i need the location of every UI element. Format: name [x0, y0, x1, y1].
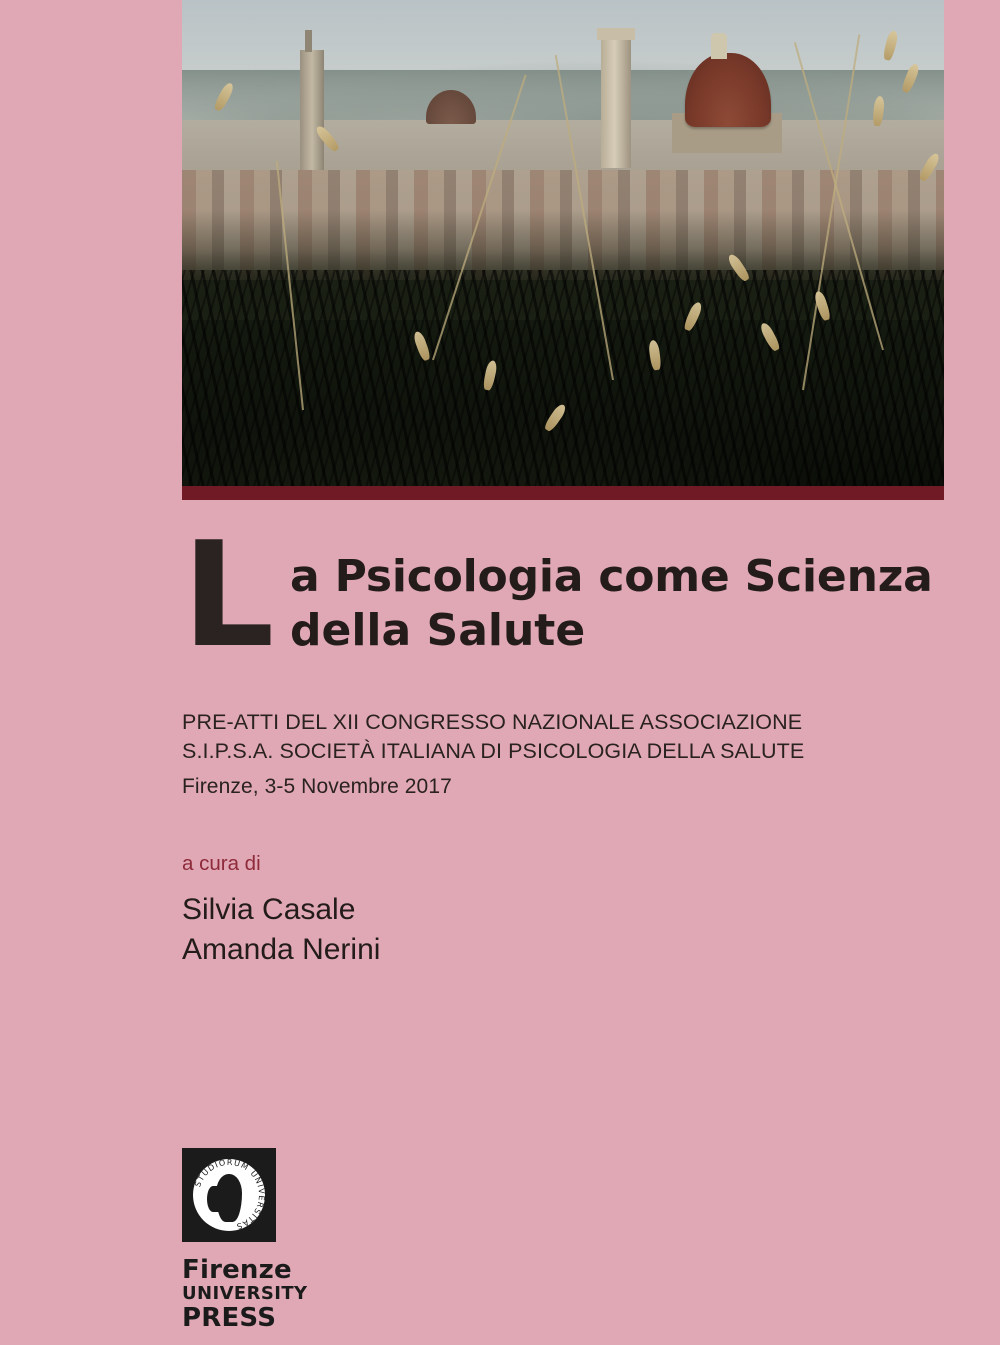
title-dropcap: L	[182, 511, 271, 680]
title-block	[182, 511, 942, 680]
giotto-campanile	[601, 38, 631, 168]
publisher-name-line-1: Firenze	[182, 1255, 292, 1285]
publisher-name	[182, 1256, 392, 1332]
logo-ring-label: STUDIORUM UNIVERSITAS	[193, 1157, 267, 1232]
subtitle-line-2: S.I.P.S.A. SOCIETÀ ITALIANA DI PSICOLOGIA DELLA SALUTE	[182, 738, 805, 763]
grass-texture	[182, 270, 944, 500]
editors-label: a cura di	[182, 852, 261, 875]
palazzo-vecchio-tower	[300, 50, 324, 170]
duomo-lantern	[711, 33, 727, 59]
publisher-logo	[182, 1148, 392, 1332]
firenze-university-press-mark-icon	[182, 1148, 276, 1242]
publisher-name-line-2: UNIVERSITY	[182, 1283, 308, 1305]
page-title: a Psicologia come Scienza	[290, 551, 933, 602]
publisher-name-line-3: PRESS	[182, 1302, 277, 1333]
event-date: Firenze, 3-5 Novembre 2017	[182, 774, 452, 798]
logo-ring-text	[182, 1148, 276, 1242]
editor-name: Silvia Casale	[182, 893, 356, 926]
subtitle-block	[182, 708, 882, 801]
svg-text:STUDIORUM UNIVERSITAS	[193, 1158, 266, 1231]
page-title-second-line: della Salute	[290, 605, 586, 657]
cover-photograph	[182, 0, 944, 500]
photo-accent-bar	[182, 486, 944, 500]
subtitle-line-1: PRE-ATTI DEL XII CONGRESSO NAZIONALE ASSOCIAZIONE	[182, 710, 803, 734]
editor-name: Amanda Nerini	[182, 932, 381, 966]
editors-block	[182, 852, 702, 970]
